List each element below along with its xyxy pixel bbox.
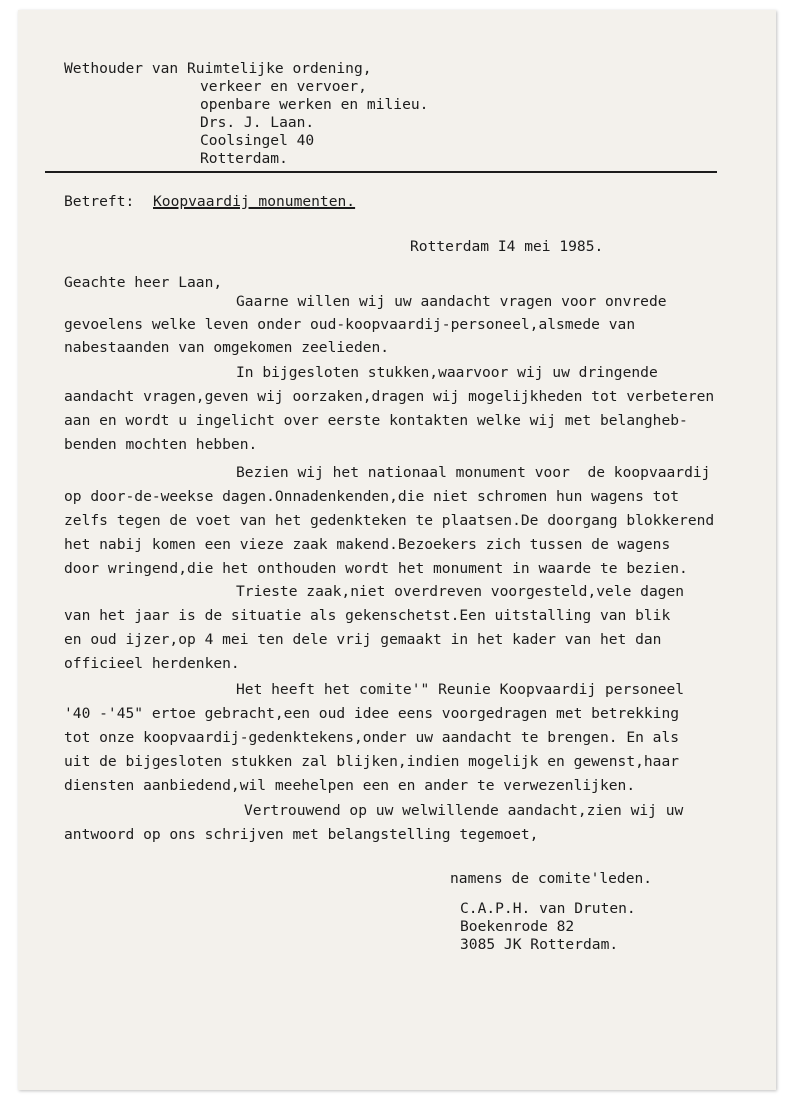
body-line: Bezien wij het nationaal monument voor de koopvaardij [236, 464, 711, 481]
addressee-line: Coolsingel 40 [200, 132, 315, 149]
body-line: Gaarne willen wij uw aandacht vragen voor onvrede [236, 293, 667, 310]
sender-line: 3085 JK Rotterdam. [460, 936, 619, 953]
body-line: van het jaar is de situatie als gekenschetst.Een uitstalling van blik [64, 607, 671, 624]
body-line: '40 -'45" ertoe gebracht,een oud idee eens voorgedragen met betrekking [64, 705, 680, 722]
body-line: gevoelens welke leven onder oud-koopvaardij-personeel,alsmede van [64, 316, 636, 333]
subject-value: Koopvaardij monumenten. [153, 193, 356, 210]
body-line: uit de bijgesloten stukken zal blijken,indien mogelijk en gewenst,haar [64, 753, 680, 770]
body-line: Trieste zaak,niet overdreven voorgesteld,vele dagen [236, 583, 685, 600]
addressee-line: Drs. J. Laan. [200, 114, 315, 131]
letter-date: Rotterdam I4 mei 1985. [410, 238, 604, 255]
body-line: In bijgesloten stukken,waarvoor wij uw dringende [236, 364, 658, 381]
addressee-line: Rotterdam. [200, 150, 288, 167]
sender-line: C.A.P.H. van Druten. [460, 900, 636, 917]
body-line: zelfs tegen de voet van het gedenkteken te plaatsen.De doorgang blokkerend [64, 512, 715, 529]
body-line: diensten aanbiedend,wil meehelpen een en ander te verwezenlijken. [64, 777, 636, 794]
body-line: Het heeft het comite'" Reunie Koopvaardij personeel [236, 681, 685, 698]
body-line: door wringend,die het onthouden wordt het monument in waarde te bezien. [64, 560, 688, 577]
body-line: antwoord op ons schrijven met belangstelling tegemoet, [64, 826, 539, 843]
separator-rule [45, 171, 717, 173]
body-line: aan en wordt u ingelicht over eerste kontakten welke wij met belangheb- [64, 412, 688, 429]
sender-line: Boekenrode 82 [460, 918, 575, 935]
body-line: aandacht vragen,geven wij oorzaken,dragen wij mogelijkheden tot verbeteren [64, 388, 715, 405]
addressee-line: Wethouder van Ruimtelijke ordening, [64, 60, 372, 77]
addressee-line: openbare werken en milieu. [200, 96, 429, 113]
body-line: het nabij komen een vieze zaak makend.Bezoekers zich tussen de wagens [64, 536, 671, 553]
body-line: benden mochten hebben. [64, 436, 258, 453]
salutation: Geachte heer Laan, [64, 274, 223, 291]
addressee-line: verkeer en vervoer, [200, 78, 367, 95]
closing-line: namens de comite'leden. [450, 870, 653, 887]
body-line: op door-de-weekse dagen.Onnadenkenden,die niet schromen hun wagens tot [64, 488, 680, 505]
body-line: Vertrouwend op uw welwillende aandacht,zien wij uw [244, 802, 684, 819]
body-line: officieel herdenken. [64, 655, 240, 672]
body-line: nabestaanden van omgekomen zeelieden. [64, 339, 390, 356]
subject-label: Betreft: [64, 193, 135, 210]
body-line: en oud ijzer,op 4 mei ten dele vrij gemaakt in het kader van het dan [64, 631, 662, 648]
body-line: tot onze koopvaardij-gedenktekens,onder uw aandacht te brengen. En als [64, 729, 680, 746]
